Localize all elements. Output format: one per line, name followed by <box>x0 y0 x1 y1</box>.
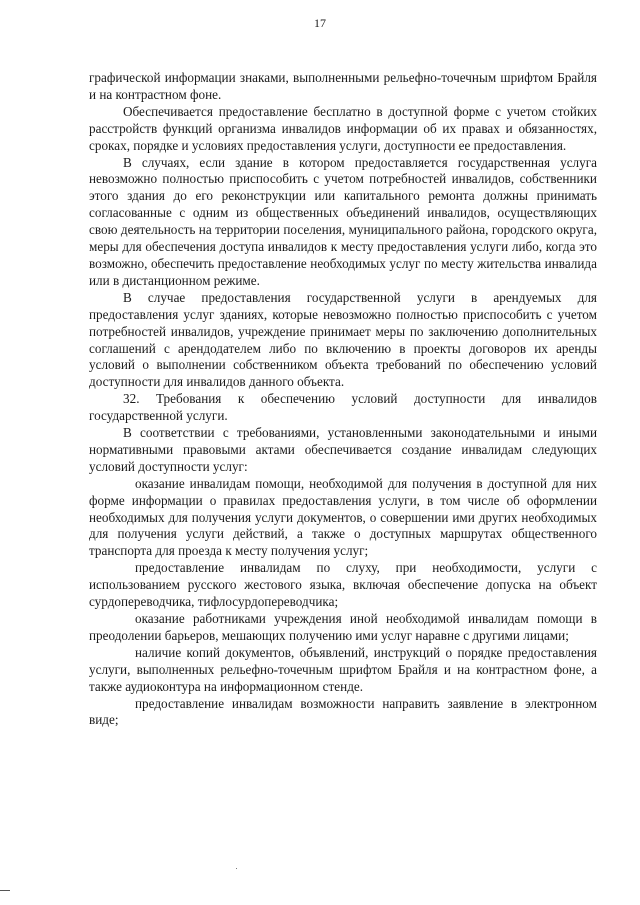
list-item: предоставление инвалидам возможности направить заявление в электронном виде; <box>89 695 597 728</box>
list-item: оказание работниками учреждения иной необходимой инвалидам помощи в преодолении барьеров, мешающих получению ими услуг наравне с другими лицами; <box>89 611 597 643</box>
scan-speck <box>236 868 237 869</box>
paragraph: В соответствии с требованиями, установленными законодательными и иными нормативными правовыми актами обеспечивается создание инвалидам следующих условий доступности услуг: <box>89 425 597 474</box>
document-body <box>89 70 597 729</box>
paragraph: В случаях, если здание в котором предоставляется государственная услуга невозможно полностью приспособить с учетом потребностей инвалидов, собственники этого здания до его реконструкции или капитального ремонта должны принимать согласованные с одним из общественных объединений инвалидов, осуществляющих свою деятельность на территории поселения, муниципального района, городского округа, меры для обеспечения доступа инвалидов к месту предоставления услуги либо, когда это возможно, обеспечить предоставление необходимых услуг по месту жительства инвалида или в дистанционном режиме. <box>89 154 597 288</box>
paragraph-section-32: 32. Требования к обеспечению условий доступности для инвалидов государственной услуги. <box>89 391 597 424</box>
list-item: предоставление инвалидам по слуху, при необходимости, услуги с использованием русского жестового языка, включая обеспечение допуска на объект сурдопереводчика, тифлосурдопереводчика; <box>89 560 597 610</box>
paragraph: графической информации знаками, выполненными рельефно-точечным шрифтом Брайля и на контрастном фоне. <box>89 70 597 102</box>
scan-edge-mark <box>0 890 10 891</box>
paragraph: В случае предоставления государственной услуги в арендуемых для предоставления услуг зданиях, которые невозможно полностью приспособить с учетом потребностей инвалидов, учреждение принимает меры по заключению дополнительных соглашений с арендодателем либо по включению в проекты договоров их аренды условий о выполнении собственником объекта требований по обеспечению условий доступности для инвалидов данного объекта. <box>89 289 597 390</box>
list-item: наличие копий документов, объявлений, инструкций о порядке предоставления услуги, выполненных рельефно-точечным шрифтом Брайля и на контрастном фоне, а также аудиоконтура на информационном стенде. <box>89 644 597 694</box>
paragraph: Обеспечивается предоставление бесплатно в доступной форме с учетом стойких расстройств функций организма инвалидов информации об их правах и обязанностях, сроках, порядке и условиях предоставления услуги, доступности ее предоставления. <box>89 103 597 153</box>
page-number: 17 <box>314 16 326 30</box>
list-item: оказание инвалидам помощи, необходимой для получения в доступной для них форме информации о правилах предоставления услуги, в том числе об оформлении необходимых для получения услуги документов, о совершении ими других необходимых для получения услуги действий, а также о доступных маршрутах общественного транспорта для проезда к месту получения услуг; <box>89 475 597 559</box>
